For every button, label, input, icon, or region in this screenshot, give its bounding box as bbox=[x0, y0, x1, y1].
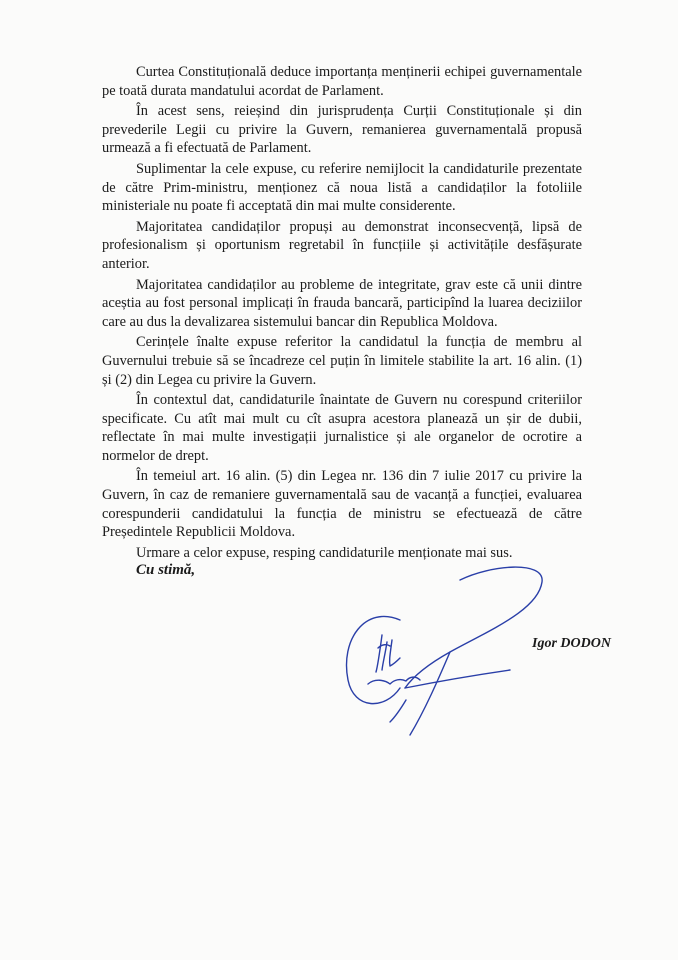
paragraph: Urmare a celor expuse, resping candidaturile menționate mai sus. bbox=[136, 544, 513, 561]
paragraph: În acest sens, reieșind din jurisprudența Curții Constituționale și din prevederile Legii cu privire la Guvern, remanierea guvernamentală propusă urmează a fi efectuată de Parlament. bbox=[102, 103, 582, 157]
paragraph: Suplimentar la cele expuse, cu referire nemijlocit la candidaturile prezentate de către Prim-ministru, menționez că noua listă a candidaților la fotoliile ministeriale nu poate fi acceptată din mai multe considerente. bbox=[102, 160, 582, 215]
paragraph: În contextul dat, candidaturile înaintate de Guvern nu corespund criteriilor specificate. Cu atît mai mult cu cît asupra acestora planează un șir de dubii, reflectate în mai multe investigații jurnalistice și ale organelor de ocrotire a normelor de drept. bbox=[102, 392, 582, 464]
closing-salutation: Cu stimă, bbox=[136, 562, 196, 578]
handwritten-signature bbox=[330, 560, 560, 750]
paragraph: Majoritatea candidaților propuși au demonstrat inconsecvență, lipsă de profesionalism și oportunism regretabil în funcțiile și activitățile desfășurate anterior. bbox=[102, 218, 582, 272]
letter-body bbox=[102, 63, 582, 564]
paragraph: În temeiul art. 16 alin. (5) din Legea nr. 136 din 7 iulie 2017 cu privire la Guvern, în caz de remaniere guvernamentală sau de vacanță a funcției, evaluarea corespunderii candidatului la funcția de ministru se efectuează de către Președintele Republicii Moldova. bbox=[102, 468, 582, 541]
paragraph: Curtea Constituțională deduce importanța menținerii echipei guvernamentale pe toată durata mandatului acordat de Parlament. bbox=[102, 64, 582, 99]
paragraph: Majoritatea candidaților au probleme de integritate, grav este că unii dintre aceștia au fost personal implicați în frauda bancară, participînd la luarea deciziilor care au dus la devalizarea sistemului bancar din Republica Moldova. bbox=[102, 276, 582, 330]
paragraph: Cerințele înalte expuse referitor la candidatul la funcția de membru al Guvernului trebuie să se încadreze cel puțin în limitele stabilite la art. 16 alin. (1) și (2) din Legea cu privire la Guvern. bbox=[102, 334, 582, 388]
signer-name: Igor DODON bbox=[532, 636, 611, 651]
